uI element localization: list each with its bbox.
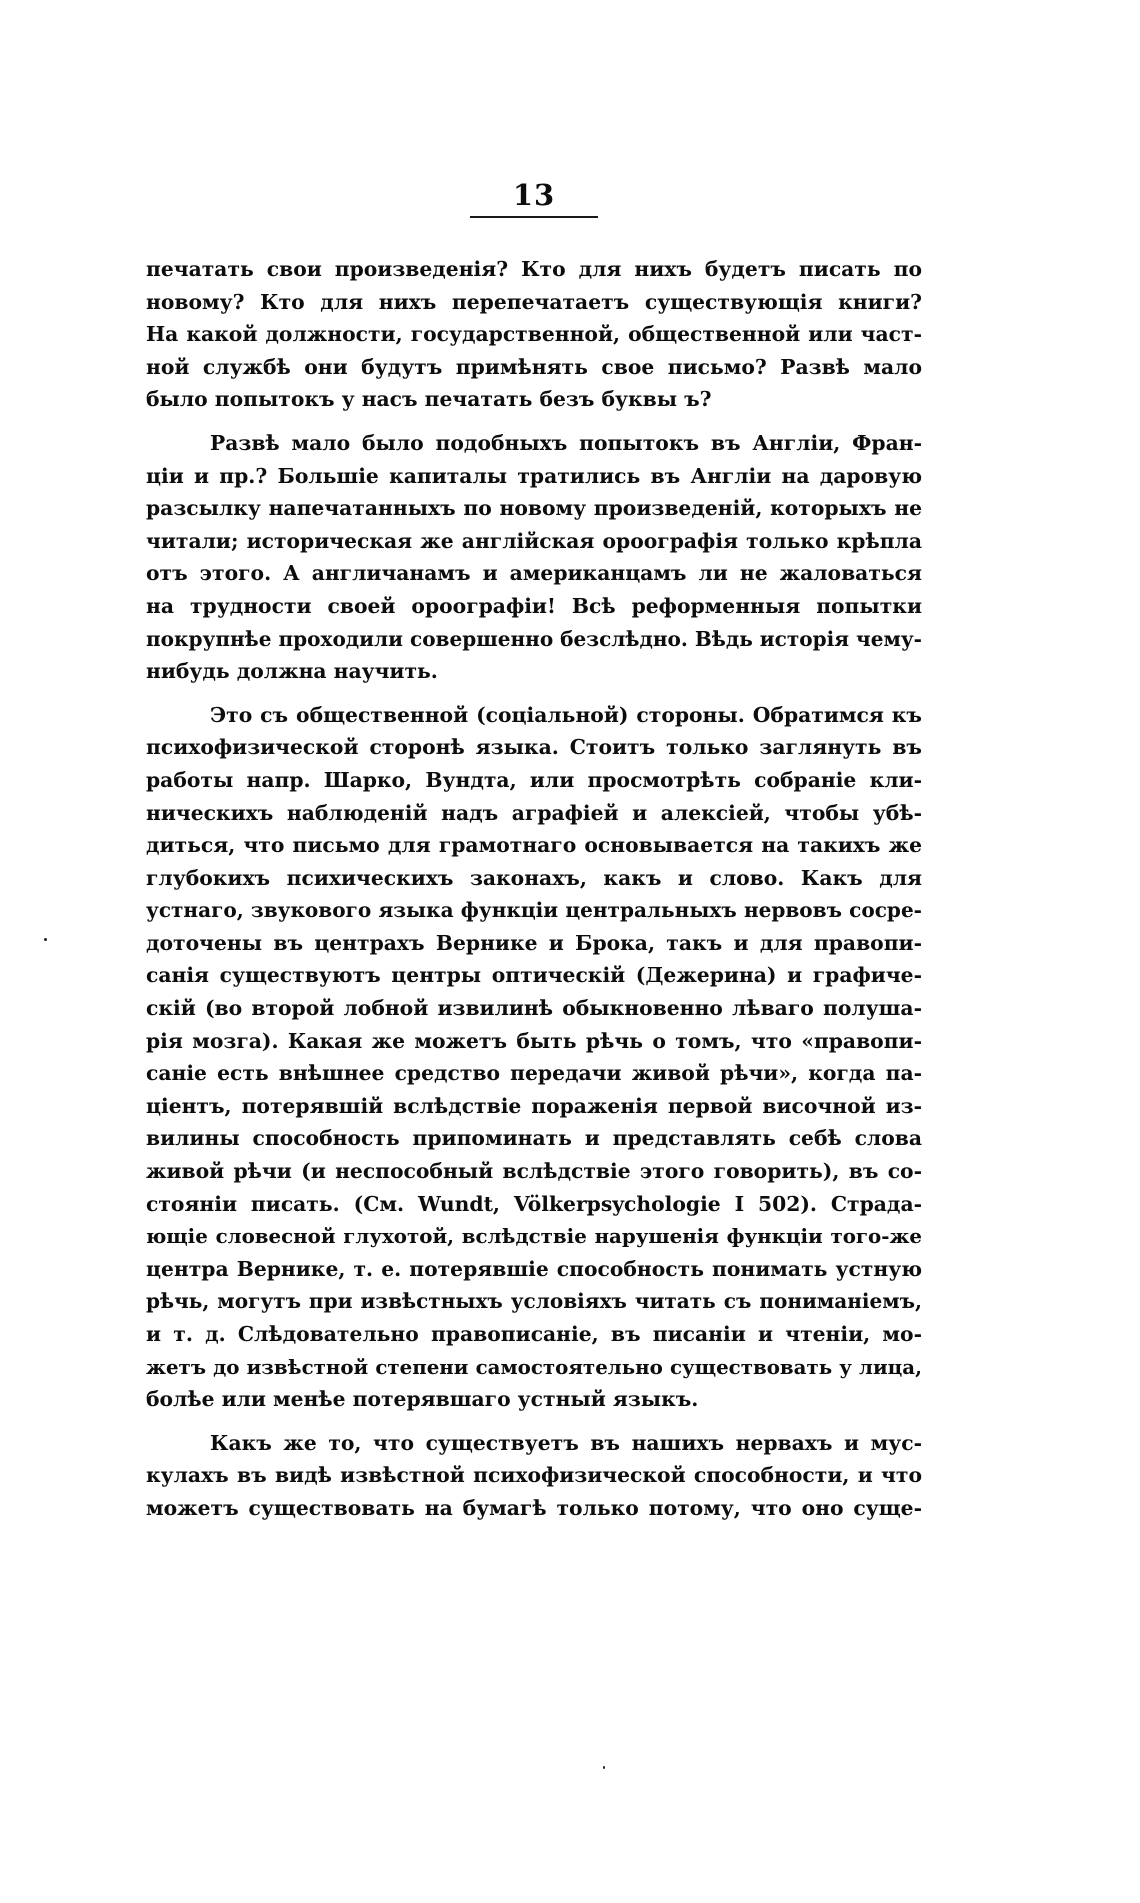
paragraph bbox=[146, 253, 922, 416]
text-line: Развѣ мало было подобныхъ попытокъ въ Англіи, Фран- bbox=[210, 430, 922, 455]
text-line: На какой должности, государственной, общественной или част- bbox=[146, 322, 922, 347]
text-line: ціи и пр.? Большіе капиталы тратились въ Англіи на даровую bbox=[146, 463, 922, 488]
text-line: отъ этого. А англичанамъ и американцамъ ли не жаловаться bbox=[146, 561, 922, 586]
text-line: ной службѣ они будутъ примѣнять свое письмо? Развѣ мало bbox=[146, 354, 922, 379]
text-line: жетъ до извѣстной степени самостоятельно существовать у лица, bbox=[146, 1354, 922, 1379]
margin-speck bbox=[603, 1766, 605, 1769]
page-number-rule bbox=[470, 216, 598, 218]
text-line: можетъ существовать на бумагѣ только потому, что оно суще- bbox=[146, 1495, 922, 1520]
margin-speck bbox=[44, 938, 47, 941]
text-line: Какъ же то, что существуетъ въ нашихъ нервахъ и мус- bbox=[210, 1430, 922, 1455]
text-line: Это съ общественной (соціальной) стороны. Обратимся къ bbox=[210, 702, 922, 727]
text-line: болѣе или менѣе потерявшаго устный языкъ. bbox=[146, 1387, 699, 1412]
text-line: живой рѣчи (и неспособный вслѣдствіе этого говорить), въ со- bbox=[146, 1159, 922, 1184]
text-line: читали; историческая же англійская ороографія только крѣпла bbox=[146, 528, 922, 553]
paragraph bbox=[146, 1427, 922, 1525]
text-line: устнаго, звукового языка функціи центральныхъ нервовъ сосре- bbox=[146, 898, 922, 923]
text-line: печатать свои произведенія? Кто для нихъ будетъ писать по bbox=[146, 257, 922, 281]
text-line: новому? Кто для нихъ перепечатаетъ существующія книги? bbox=[146, 289, 922, 314]
text-line: рѣчь, могутъ при извѣстныхъ условіяхъ читать съ пониманіемъ, bbox=[146, 1289, 922, 1314]
text-line: доточены въ центрахъ Вернике и Брока, такъ и для правопи- bbox=[146, 930, 922, 955]
text-line: было попытокъ у насъ печатать безъ буквы ъ? bbox=[146, 387, 712, 412]
text-line: скій (во второй лобной извилинѣ обыкновенно лѣваго полуша- bbox=[146, 996, 922, 1021]
text-line: ническихъ наблюденій надъ аграфіей и алексіей, чтобы убѣ- bbox=[146, 800, 922, 825]
text-line: санія существуютъ центры оптическій (Дежерина) и графиче- bbox=[146, 963, 922, 988]
text-line: рія мозга). Какая же можетъ быть рѣчь о томъ, что «правопи- bbox=[146, 1028, 922, 1053]
body-text bbox=[146, 253, 922, 1525]
text-line: и т. д. Слѣдовательно правописаніе, въ писаніи и чтеніи, мо- bbox=[146, 1322, 922, 1346]
page-number: 13 bbox=[512, 178, 556, 212]
text-line: ющіе словесной глухотой, вслѣдствіе нарушенія функціи того-же bbox=[146, 1224, 922, 1249]
paragraph bbox=[146, 427, 922, 688]
text-line: вилины способность припоминать и представлять себѣ слова bbox=[146, 1126, 922, 1151]
text-line: диться, что письмо для грамотнаго основывается на такихъ же bbox=[146, 833, 922, 858]
text-line: саніе есть внѣшнее средство передачи живой рѣчи», когда па- bbox=[146, 1061, 922, 1086]
text-line: на трудности своей ороографіи! Всѣ реформенныя попытки bbox=[146, 593, 922, 618]
paragraph bbox=[146, 699, 922, 1416]
text-line: кулахъ въ видѣ извѣстной психофизической способности, и что bbox=[146, 1463, 922, 1488]
text-line: покрупнѣе проходили совершенно безслѣдно. Вѣдь исторія чему- bbox=[146, 626, 922, 651]
text-line: стояніи писать. (См. Wundt, Völkerpsychologie I 502). Страда- bbox=[146, 1191, 922, 1216]
text-line: центра Вернике, т. е. потерявшіе способность понимать устную bbox=[146, 1256, 922, 1281]
text-line: глубокихъ психическихъ законахъ, какъ и слово. Какъ для bbox=[146, 865, 922, 890]
text-line: разсылку напечатанныхъ по новому произведеній, которыхъ не bbox=[146, 496, 922, 521]
text-line: психофизической сторонѣ языка. Стоитъ только заглянуть въ bbox=[146, 735, 922, 760]
text-line: работы напр. Шарко, Вундта, или просмотрѣть собраніе кли- bbox=[146, 767, 922, 792]
text-line: нибудь должна научить. bbox=[146, 659, 438, 684]
text-line: ціентъ, потерявшій вслѣдствіе пораженія первой височной из- bbox=[146, 1093, 922, 1118]
